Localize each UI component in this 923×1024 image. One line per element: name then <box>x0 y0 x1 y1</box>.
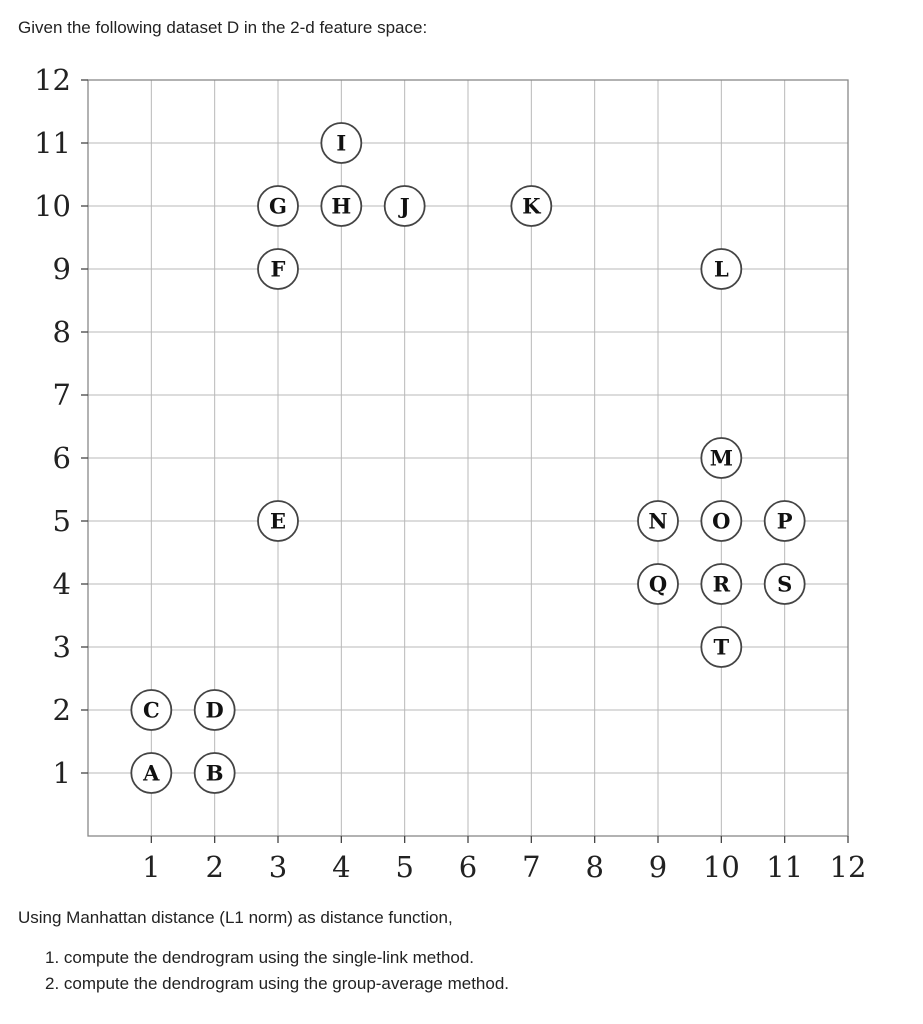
intro-text: Given the following dataset D in the 2-d feature space: <box>18 18 428 37</box>
point-label-g: G <box>269 193 287 219</box>
x-tick-label: 10 <box>702 850 740 884</box>
x-tick-label: 2 <box>205 850 224 884</box>
x-tick-label: 7 <box>522 850 541 884</box>
y-tick-label: 7 <box>52 378 71 412</box>
y-tick-label: 11 <box>34 126 71 160</box>
task-item-1: 1. compute the dendrogram using the single-link method. <box>45 948 475 967</box>
point-label-h: H <box>331 193 352 219</box>
task-item-2: 2. compute the dendrogram using the group-average method. <box>45 974 510 993</box>
point-label-a: A <box>143 760 160 786</box>
x-tick-label: 11 <box>766 850 804 884</box>
question-text: Using Manhattan distance (L1 norm) as distance function, <box>18 908 453 927</box>
x-tick-label: 6 <box>458 850 478 884</box>
y-tick-label: 12 <box>34 63 71 97</box>
point-label-d: D <box>205 697 224 723</box>
y-tick-label: 2 <box>52 693 71 727</box>
point-label-i: I <box>336 130 347 156</box>
x-tick-label: 1 <box>142 850 161 884</box>
y-tick-label: 3 <box>52 630 71 664</box>
point-label-n: N <box>648 508 668 534</box>
point-label-l: L <box>713 256 729 282</box>
y-tick-label: 9 <box>52 252 71 286</box>
point-label-r: R <box>712 571 731 597</box>
point-label-k: K <box>522 193 541 219</box>
task-list <box>45 948 509 1000</box>
y-tick-label: 6 <box>52 441 71 475</box>
point-label-j: J <box>399 193 410 219</box>
x-tick-label: 4 <box>332 850 351 884</box>
y-tick-label: 4 <box>52 567 71 601</box>
x-tick-label: 3 <box>268 850 288 884</box>
y-tick-label: 8 <box>52 315 71 349</box>
x-tick-label: 12 <box>829 850 867 884</box>
point-label-p: P <box>776 508 793 534</box>
point-label-f: F <box>270 256 286 282</box>
y-tick-label: 1 <box>52 756 71 790</box>
point-label-q: Q <box>648 571 668 597</box>
point-label-s: S <box>777 571 793 597</box>
x-tick-label: 5 <box>395 850 414 884</box>
x-tick-label: 9 <box>648 850 668 884</box>
point-label-o: O <box>712 508 731 534</box>
point-label-m: M <box>709 445 733 471</box>
x-tick-label: 8 <box>585 850 604 884</box>
point-label-e: E <box>269 508 287 534</box>
point-label-t: T <box>713 634 730 660</box>
point-label-c: C <box>142 697 160 723</box>
point-label-b: B <box>205 760 224 786</box>
y-tick-label: 10 <box>34 189 71 223</box>
y-tick-label: 5 <box>52 504 71 538</box>
